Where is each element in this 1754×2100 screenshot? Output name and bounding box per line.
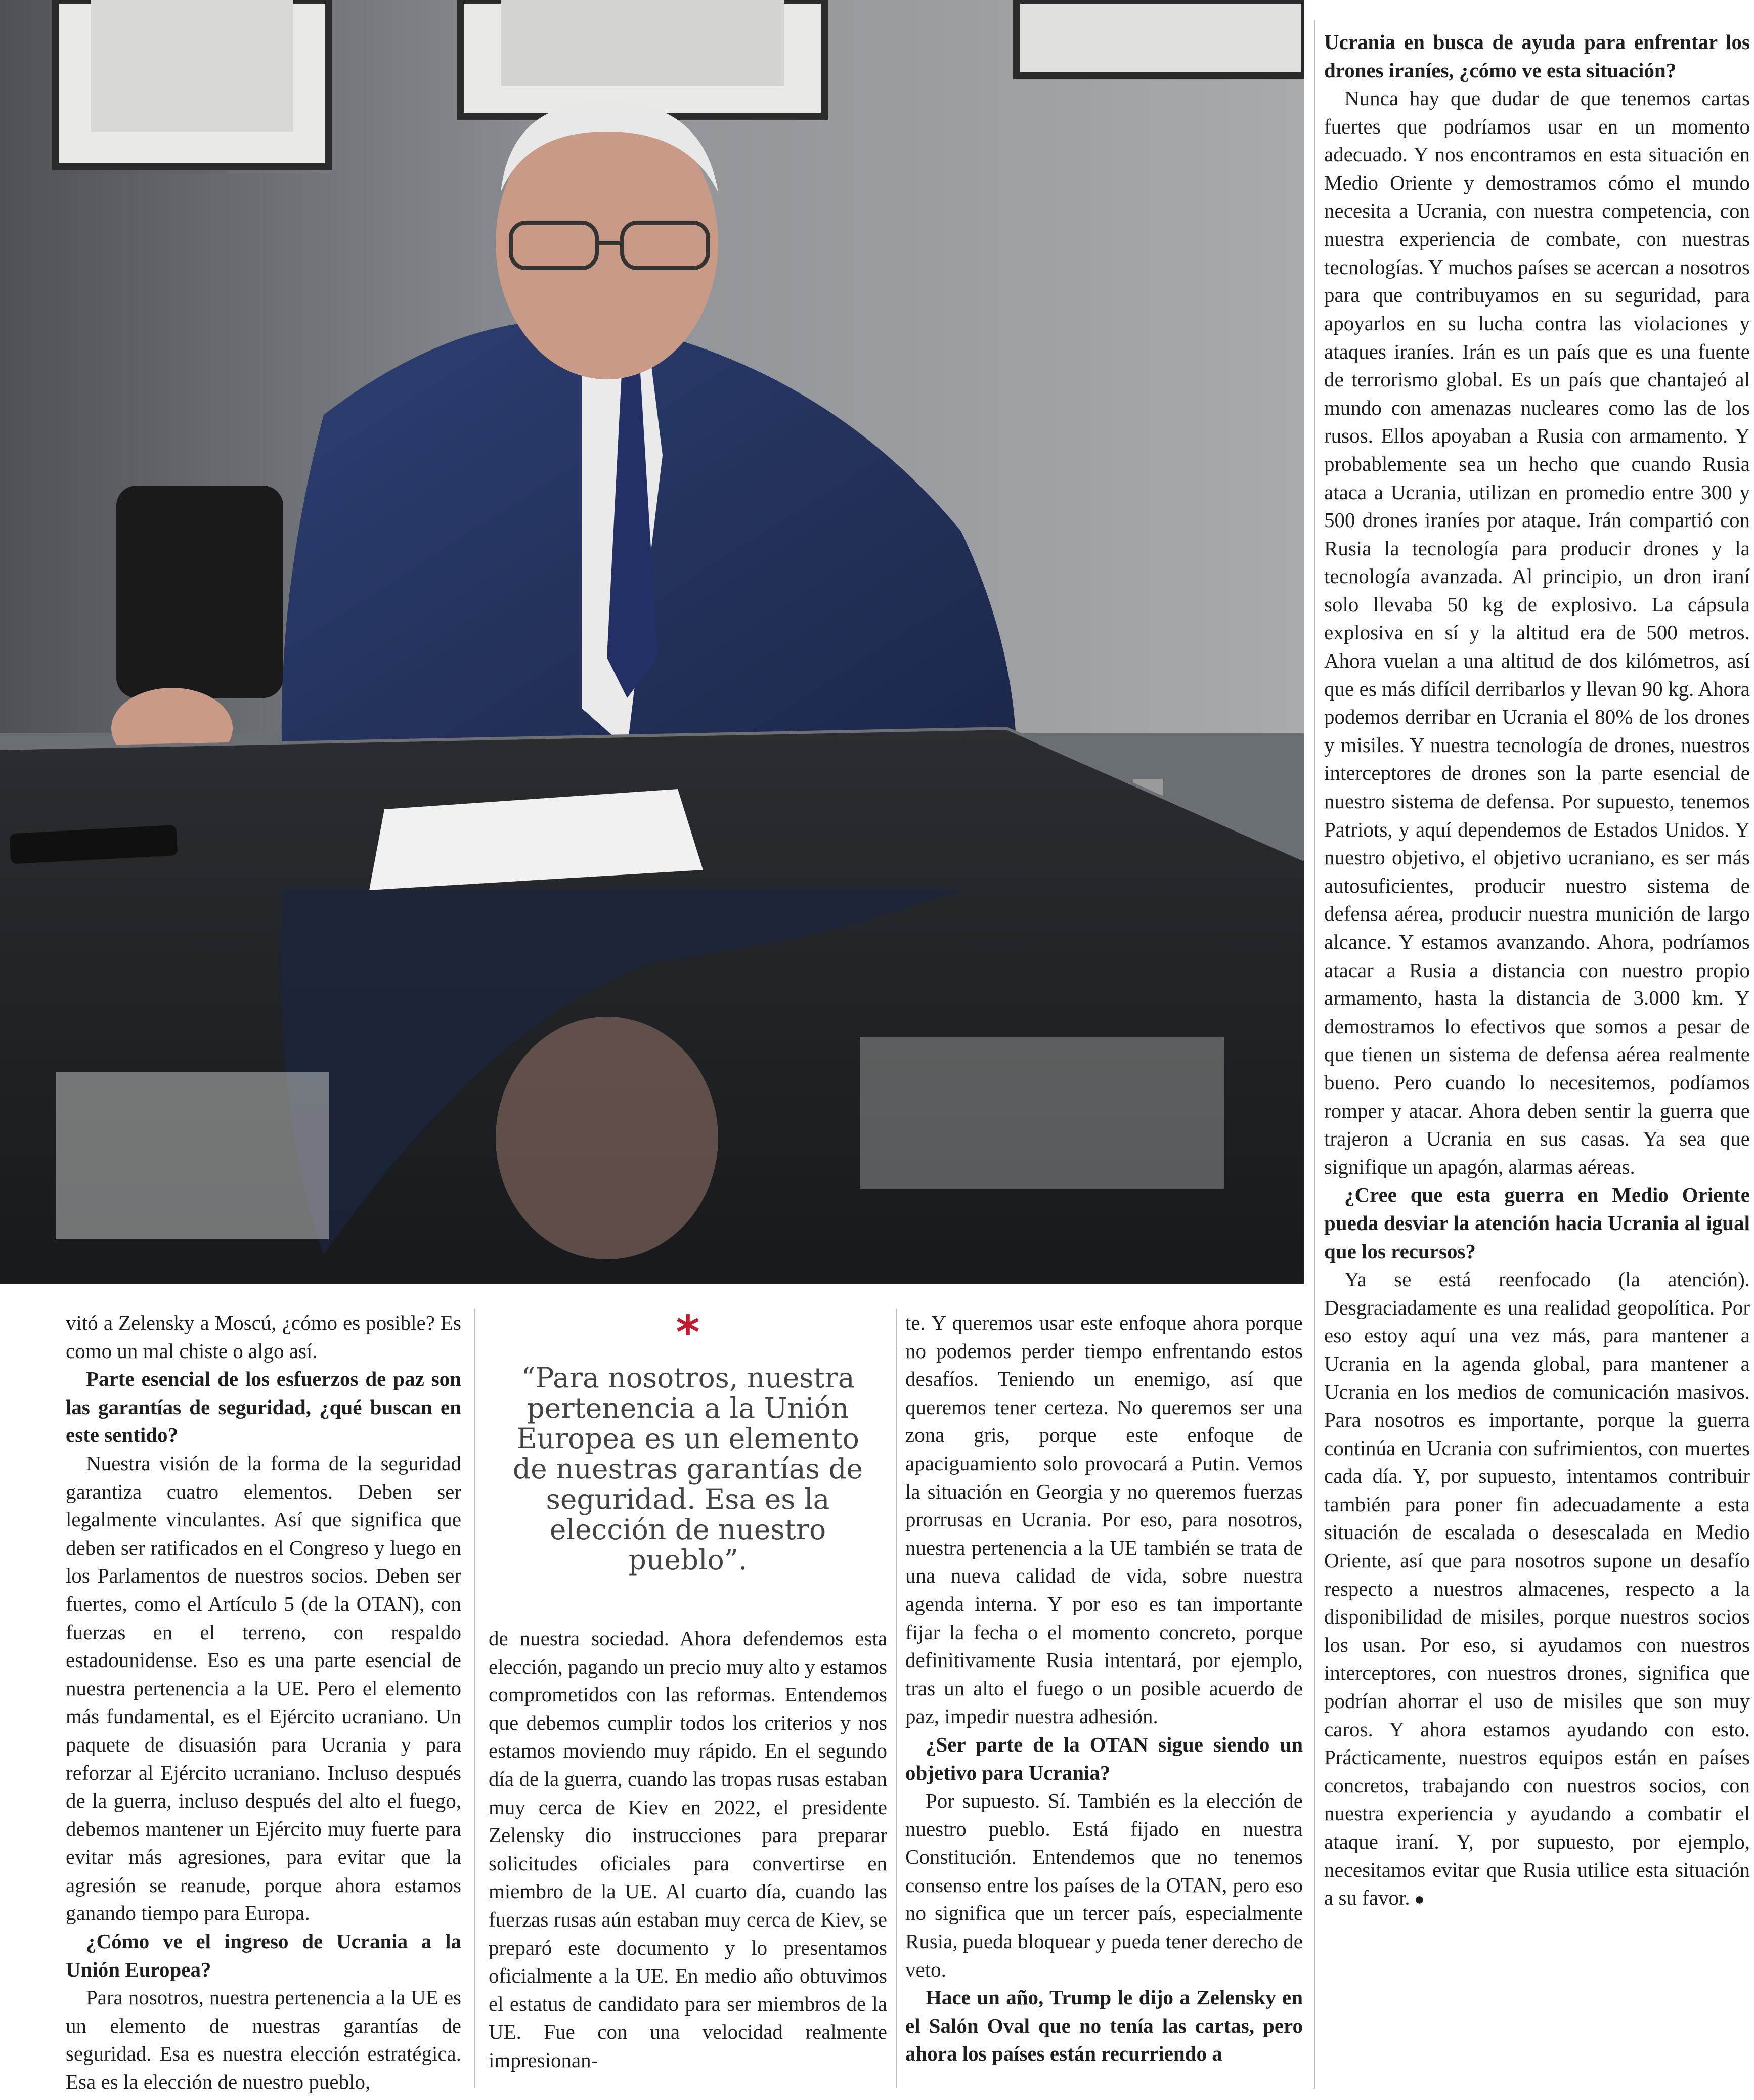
pull-quote <box>506 1306 870 1576</box>
question-nato: ¿Ser parte de la OTAN sigue siendo un objetivo para Ucrania? <box>905 1732 1303 1784</box>
answer-drones: Nunca hay que dudar de que tenemos cartas fuertes que podríamos usar en un momento adecuado. Y nos encontramos en esta situación en Medio Oriente y demostramos cómo el mundo necesita a Ucrania, con nuestra competencia, con nuestra experiencia de combate, con nuestras tecnologías. Y muchos países se acercan a nosotros para que contribuyamos en su seguridad, para apoyarlos en su lucha contra las violaciones y ataques iraníes. Irán es un país que es una fuente de terrorismo global. Es un país que chantajeó al mundo con amenazas nucleares como las de los rusos. Ellos apoyaban a Rusia con armamento. Y probablemente sea un hecho que cuando Rusia ataca a Ucrania, utilizan en promedio entre 300 y 500 drones iraníes por ataque. Irán compartió con Rusia la tecnología para producir drones y la tecnología avanzada. Al principio, un dron iraní solo llevaba 50 kg de explosivo. La cápsula explosiva en sí y la altitud era de 500 metros. Ahora vuelan a una altitud de dos kilómetros, así que es más difícil derribarlos y llevan 90 kg. Ahora podemos derribar en Ucrania el 80% de los drones y misiles. Y nuestra tecnología de drones, nuestros interceptores de drones son la parte esencial de nuestro sistema de defensa. Por supuesto, tenemos Patriots, y aquí dependemos de Estados Unidos. Y nuestro objetivo, el objetivo ucraniano, es ser más autosuficientes, producir nuestro sistema de defensa aérea, producir nuestra munición de largo alcance. Y estamos avanzando. Ahora, podríamos atacar a Rusia a distancia con nuestro propio armamento, hasta la distancia de 3.000 km. Y demostramos lo efectivos que somos a pesar de que tienen un sistema de defensa aérea realmente bueno. Pero cuando lo necesitemos, podíamos romper y atacar. Ahora deben sentir la guerra que trajeron a Ucrania en sus casas. Ya sea que signifique un apagón, alarmas aéreas. <box>1324 86 1750 1178</box>
question-drones-continued: Ucrania en busca de ayuda para enfrentar los drones iraníes, ¿cómo ve esta situación? <box>1324 30 1750 82</box>
question-middle-east: ¿Cree que esta guerra en Medio Oriente pueda desviar la atención hacia Ucrania al igual que los recursos? <box>1324 1183 1750 1263</box>
answer-nato: Por supuesto. Sí. También es la elección de nuestro pueblo. Está fijado en nuestra Constitución. Entendemos que no tenemos consenso entre los países de la OTAN, pero eso no significa que un tercer país, especialmente Rusia, pueda bloquear y pueda tener derecho de veto. <box>905 1789 1303 1981</box>
asterisk-icon: * <box>676 1306 700 1359</box>
right-column <box>1324 28 1750 1914</box>
lead-text-col1: vitó a Zelensky a Moscú, ¿cómo es posible? Es como un mal chiste o algo así. <box>66 1311 461 1363</box>
column-2 <box>489 1625 887 2075</box>
text-col2: de nuestra sociedad. Ahora defendemos esta elección, pagando un precio muy alto y estamos comprometidos con las reformas. Entendemos que debemos cumplir todos los criterios y nos estamos moviendo muy rápido. En el segundo día de la guerra, cuando las tropas rusas estaban muy cerca de Kiev en 2022, el presidente Zelensky dio instrucciones para preparar solicitudes oficiales para convertirse en miembro de la UE. Al cuarto día, cuando las fuerzas rusas aún estaban muy cerca de Kiev, se preparó este documento y lo presentamos oficialmente a la UE. En medio año obtuvimos el estatus de candidato para ser miembros de la UE. Fue con una velocidad realmente impresionan- <box>489 1627 887 2072</box>
answer-security-guarantees: Nuestra visión de la forma de la seguridad garantiza cuatro elementos. Deben ser legalmente vinculantes. Así que significa que deben ser ratificados en el Congreso y luego en los Parlamentos de nuestros socios. Deben ser fuertes, como el Artículo 5 (de la OTAN), con fuerzas en el terreno, con respaldo estadounidense. Eso es una parte esencial de nuestra pertenencia a la UE. Pero el elemento más fundamental, es el Ejército ucraniano. Un paquete de disuasión para Ucrania y para reforzar al Ejército ucraniano. Incluso después de la guerra, incluso después del alto el fuego, debemos mantener un Ejército muy fuerte para evitar más agresiones, para evitar que la agresión se reanude, porque ahora estamos ganando tiempo para Europa. <box>66 1451 461 1925</box>
answer-middle-east: Ya se está reenfocado (la atención). Desgraciadamente es una realidad geopolítica. Por eso estoy aquí una vez más, para mantener a Ucrania en la agenda global, para mantener a Ucrania en los medios de comunicación masivos. Para nosotros es importante, porque la guerra continúa en Ucrania con sufrimientos, con muertes cada día. Y, por supuesto, intentamos contribuir también para poner fin adecuadamente a esta situación de escalada o desescalada en Medio Oriente, así que para nosotros supone un desafío respecto a nuestros almacenes, respecto a la disponibilidad de misiles, porque nuestros socios los usan. Por eso, si ayudamos con nuestros interceptores, con nuestros drones, significa que podrían ahorrar el uso de misiles que son muy caros. Y ahora estamos ayudando con esto. Prácticamente, nuestros equipos están en países concretos, trabajando con nuestros socios, con nuestra experiencia y ayudando a combatir el ataque iraní. Y, por supuesto, por ejemplo, necesitamos evitar que Rusia utilice esta situación a su favor. ● <box>1324 1265 1750 1914</box>
interview-photo <box>0 0 1304 1284</box>
column-3 <box>905 1309 1303 2068</box>
column-divider <box>896 1309 897 2088</box>
question-eu-accession: ¿Cómo ve el ingreso de Ucrania a la Unión Europea? <box>66 1930 461 1981</box>
question-security-guarantees: Parte esencial de los esfuerzos de paz son las garantías de seguridad, ¿qué buscan en este sentido? <box>66 1367 461 1447</box>
question-trump-cards: Hace un año, Trump le dijo a Zelensky en el Salón Oval que no tenía las cartas, pero ahora los países están recurriendo a <box>905 1986 1303 2066</box>
column-divider <box>1314 20 1315 2089</box>
answer-eu-accession: Para nosotros, nuestra pertenencia a la UE es un elemento de nuestras garantías de seguridad. Esa es nuestra elección estratégica. Esa es la elección de nuestro pueblo, <box>66 1986 461 2094</box>
pull-quote-text: “Para nosotros, nuestra pertenencia a la Unión Europea es un elemento de nuestras garantías de seguridad. Esa es la elección de nuestro pueblo”. <box>512 1362 863 1576</box>
column-1 <box>66 1309 461 2096</box>
lead-text-col3: te. Y queremos usar este enfoque ahora porque no podemos perder tiempo enfrentando estos desafíos. Teniendo un enemigo, así que queremos tener certeza. No queremos ser una zona gris, porque este enfoque de apaciguamiento solo provocará a Putin. Vemos la situación en Georgia y no queremos fuerzas prorrusas en Ucrania. Por eso, para nosotros, nuestra pertenencia a la UE también se trata de una nueva calidad de vida, sobre nuestra agenda interna. Y por eso es tan importante fijar la fecha o el momento concreto, porque definitivamente Rusia intentará, por ejemplo, tras un alto el fuego o un posible acuerdo de paz, impedir nuestra adhesión. <box>905 1311 1303 1728</box>
column-divider <box>474 1309 475 2088</box>
